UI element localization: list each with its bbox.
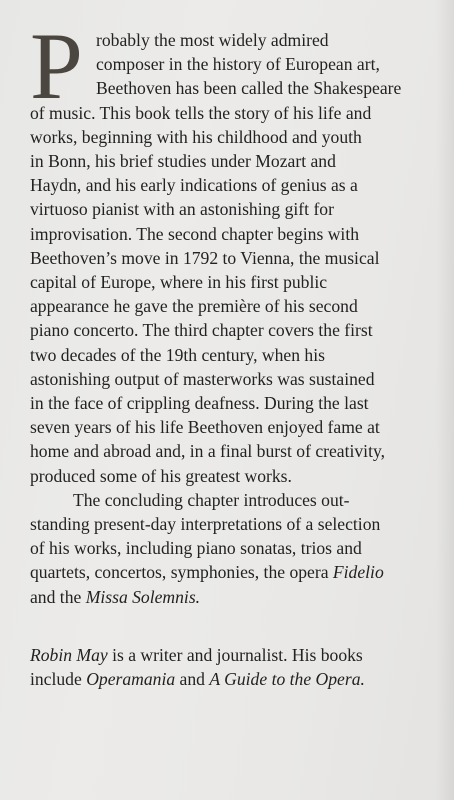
text-line bbox=[30, 643, 442, 667]
text-segment: include bbox=[30, 669, 87, 690]
author-name: Robin May bbox=[30, 644, 108, 665]
text-line bbox=[30, 667, 442, 691]
text-line: standing present-day interpretations of a selection bbox=[30, 514, 381, 535]
text-line bbox=[30, 585, 442, 609]
text-line: improvisation. The second chapter begins with bbox=[30, 223, 359, 244]
book-title: A Guide to the Opera. bbox=[209, 669, 365, 690]
text-line: composer in the history of European art, bbox=[96, 54, 380, 75]
text-line: piano concerto. The third chapter covers the first bbox=[30, 320, 373, 341]
paragraph-intro bbox=[30, 13, 442, 488]
text-line: produced some of his greatest works. bbox=[30, 465, 292, 486]
text-line: works, beginning with his childhood and youth bbox=[30, 126, 362, 147]
text-line: Beethoven has been called the Shakespeare bbox=[96, 78, 402, 99]
text-segment: and bbox=[175, 669, 210, 690]
text-line: seven years of his life Beethoven enjoyed fame at bbox=[30, 417, 380, 438]
drop-cap: P bbox=[30, 13, 83, 119]
text-line: virtuoso pianist with an astonishing gift for bbox=[30, 199, 334, 220]
author-bio bbox=[30, 643, 442, 691]
opera-title: Fidelio bbox=[332, 562, 384, 583]
text-line: robably the most widely admired bbox=[96, 30, 329, 50]
text-line: capital of Europe, where in his first public bbox=[30, 272, 328, 293]
book-title: Operamania bbox=[86, 669, 176, 690]
text-line: of his works, including piano sonatas, trios and bbox=[30, 538, 362, 559]
text-line: appearance he gave the première of his second bbox=[30, 296, 358, 317]
page-edge-shadow bbox=[436, 0, 454, 800]
text-line: Haydn, and his early indications of genius as a bbox=[30, 175, 358, 196]
blurb-text bbox=[30, 13, 442, 691]
paragraph-conclusion bbox=[30, 488, 442, 609]
text-line: astonishing output of masterworks was sustained bbox=[30, 368, 375, 389]
text-segment: quartets, concertos, symphonies, the opera bbox=[30, 562, 333, 583]
text-line: in the face of crippling deafness. During the last bbox=[30, 393, 369, 414]
text-line: home and abroad and, in a final burst of creativity, bbox=[30, 441, 386, 462]
text-segment: and the bbox=[30, 586, 86, 607]
text-segment: is a writer and journalist. His books bbox=[107, 644, 363, 665]
text-line: in Bonn, his brief studies under Mozart and bbox=[30, 151, 336, 172]
text-line: two decades of the 19th century, when his bbox=[30, 344, 325, 365]
text-line: of music. This book tells the story of his life and bbox=[30, 102, 372, 123]
text-line bbox=[30, 560, 442, 584]
text-line: Beethoven’s move in 1792 to Vienna, the musical bbox=[30, 247, 380, 268]
mass-title: Missa Solemnis. bbox=[85, 586, 201, 607]
text-line: The concluding chapter introduces out- bbox=[73, 489, 350, 510]
